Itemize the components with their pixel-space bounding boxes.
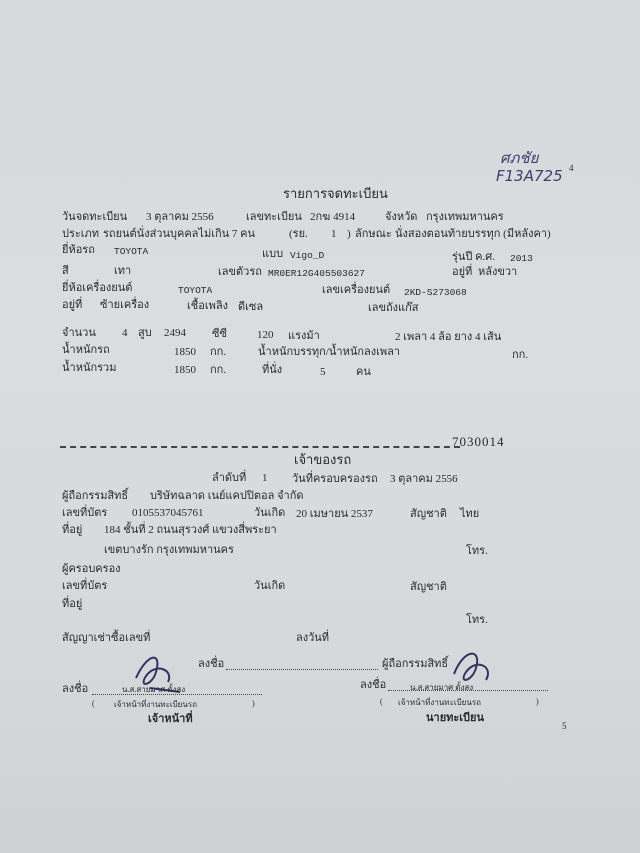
car-weight-value: 1850 xyxy=(174,346,196,358)
color-label: สี xyxy=(62,265,69,277)
right-signer-role: นายทะเบียน xyxy=(426,712,485,724)
right-sign-label: ลงชื่อ xyxy=(360,679,387,691)
stamp-number: 7030014 xyxy=(452,434,505,449)
car-weight-unit: กก. xyxy=(210,346,227,358)
total-weight-unit: กก. xyxy=(210,364,227,376)
right-position-open: ( xyxy=(380,697,383,706)
type-code-close: ) xyxy=(347,228,351,240)
handwritten-code: F13A725 xyxy=(496,167,563,185)
style-value: นั่งสองตอนท้ายบรรทุก (มีหลังคา) xyxy=(395,228,551,240)
handwritten-name: ศภชัย xyxy=(500,149,539,167)
possession-date-value: 3 ตุลาคม 2556 xyxy=(390,473,458,485)
seq-value: 1 xyxy=(262,472,268,484)
car-weight-label: น้ำหนักรถ xyxy=(62,344,110,356)
type-code-value: 1 xyxy=(331,228,337,240)
seats-value: 5 xyxy=(320,366,326,378)
seq-label: ลำดับที่ xyxy=(212,472,247,484)
owner-id-value: 0105537045761 xyxy=(132,507,204,519)
right-signer-name: น.ส.สายมาศ ตั้งสง xyxy=(410,683,474,692)
holder-value: บริษัทฉลาด เนย์แคปปิตอล จำกัด xyxy=(150,490,304,502)
page-number: 5 xyxy=(562,721,567,731)
chassis-label: เลขตัวรถ xyxy=(218,266,262,278)
right-position-close: ) xyxy=(536,697,539,706)
engine-location-value: ซ้ายเครื่อง xyxy=(100,299,150,311)
left-sign-label: ลงชื่อ xyxy=(62,683,89,695)
cc-value: 2494 xyxy=(164,327,186,339)
holder-label: ผู้ถือกรรมสิทธิ์ xyxy=(62,490,129,502)
hp-value: 120 xyxy=(257,329,274,341)
province-label: จังหวัด xyxy=(385,211,418,223)
type-label: ประเภท xyxy=(62,228,100,240)
style-label: ลักษณะ xyxy=(355,228,392,240)
province-value: กรุงเทพมหานคร xyxy=(426,211,504,223)
model-value: Vigo_D xyxy=(290,250,325,261)
total-weight-label: น้ำหนักรวม xyxy=(62,362,117,374)
possessor-address-label: ที่อยู่ xyxy=(62,598,83,610)
engine-number-value: 2KD-S273068 xyxy=(404,287,467,298)
possession-date-label: วันที่ครอบครองรถ xyxy=(292,473,378,485)
cylinders-label: สูบ xyxy=(138,327,152,339)
holder-sign-role: ผู้ถือกรรมสิทธิ์ xyxy=(382,658,449,670)
engine-number-label: เลขเครื่องยนต์ xyxy=(322,284,391,296)
section-divider xyxy=(60,446,460,448)
hp-label: แรงม้า xyxy=(288,330,320,342)
brand-label: ยี่ห้อรถ xyxy=(62,244,95,256)
seats-unit: คน xyxy=(356,366,371,378)
cc-label: ซีซี xyxy=(212,328,227,340)
owner-address-label: ที่อยู่ xyxy=(62,524,83,536)
fuel-label: เชื้อเพลิง xyxy=(187,300,228,312)
possessor-nationality-label: สัญชาติ xyxy=(410,581,447,593)
total-weight-value: 1850 xyxy=(174,364,196,376)
engine-location-label: อยู่ที่ xyxy=(62,299,83,311)
owner-address-line1: 184 ชั้นที่ 2 ถนนสุรวงศ์ แขวงสี่พระยา xyxy=(104,524,277,536)
reg-date-label: วันจดทะเบียน xyxy=(62,211,128,223)
holder-sign-label-left: ลงชื่อ xyxy=(198,658,225,670)
type-value: รถยนต์นั่งส่วนบุคคลไม่เกิน 7 คน xyxy=(103,228,256,240)
left-signer-position: เจ้าหน้าที่งานทะเบียนรถ xyxy=(114,700,197,709)
owner-dob-label: วันเกิด xyxy=(254,507,286,519)
engine-brand-value: TOYOTA xyxy=(178,285,213,296)
owner-nationality-value: ไทย xyxy=(460,508,480,520)
left-signer-role: เจ้าหน้าที่ xyxy=(148,713,193,725)
possessor-label: ผู้ครอบครอง xyxy=(62,563,121,575)
cylinders-value: 4 xyxy=(122,327,128,339)
owner-nationality-label: สัญชาติ xyxy=(410,508,447,520)
possessor-phone-label: โทร. xyxy=(466,614,488,626)
right-signer-position: เจ้าหน้าที่งานทะเบียนรถ xyxy=(398,698,481,707)
left-signer-name: น.ส.สายมาศ ตั้งสง xyxy=(122,685,186,694)
owner-dob-value: 20 เมษายน 2537 xyxy=(296,508,373,520)
reg-number-value: 2กฆ 4914 xyxy=(310,211,356,223)
model-label: แบบ xyxy=(262,248,284,260)
type-code-label: (รย. xyxy=(289,228,308,240)
holder-sign-line xyxy=(226,669,378,670)
gas-tank-label: เลขถังแก๊ส xyxy=(368,302,419,314)
engine-brand-label: ยี่ห้อเครื่องยนต์ xyxy=(62,282,133,294)
color-value: เทา xyxy=(114,265,132,277)
reg-date-value: 3 ตุลาคม 2556 xyxy=(146,211,214,223)
possessor-dob-label: วันเกิด xyxy=(254,580,286,592)
fuel-value: ดีเซล xyxy=(238,301,264,313)
chassis-value: MR0ER12G405503627 xyxy=(268,268,365,279)
left-position-open: ( xyxy=(92,699,95,708)
brand-value: TOYOTA xyxy=(114,246,149,257)
contract-date-label: ลงวันที่ xyxy=(296,632,330,644)
chassis-location-label: อยู่ที่ xyxy=(452,266,473,278)
possessor-id-label: เลขที่บัตร xyxy=(62,580,108,592)
left-position-close: ) xyxy=(252,699,255,708)
owner-header: เจ้าของรถ xyxy=(294,452,352,467)
load-weight-unit: กก. xyxy=(512,349,529,361)
owner-address-line2: เขตบางรัก กรุงเทพมหานคร xyxy=(104,544,234,556)
document-title: รายการจดทะเบียน xyxy=(283,186,388,201)
owner-phone-label: โทร. xyxy=(466,545,488,557)
corner-mark: 4 xyxy=(569,163,574,173)
drivetrain-value: 2 เพลา 4 ล้อ ยาง 4 เส้น xyxy=(395,331,502,343)
load-weight-label: น้ำหนักบรรทุก/น้ำหนักลงเพลา xyxy=(258,346,401,358)
year-label: รุ่นปี ค.ศ. xyxy=(452,251,496,263)
chassis-location-value: หลังขวา xyxy=(478,266,518,278)
reg-number-label: เลขทะเบียน xyxy=(246,211,302,223)
owner-id-label: เลขที่บัตร xyxy=(62,507,108,519)
count-label: จำนวน xyxy=(62,327,96,339)
contract-label: สัญญาเช่าซื้อเลขที่ xyxy=(62,632,151,644)
year-value: 2013 xyxy=(510,253,533,264)
seats-label: ที่นั่ง xyxy=(262,364,283,376)
